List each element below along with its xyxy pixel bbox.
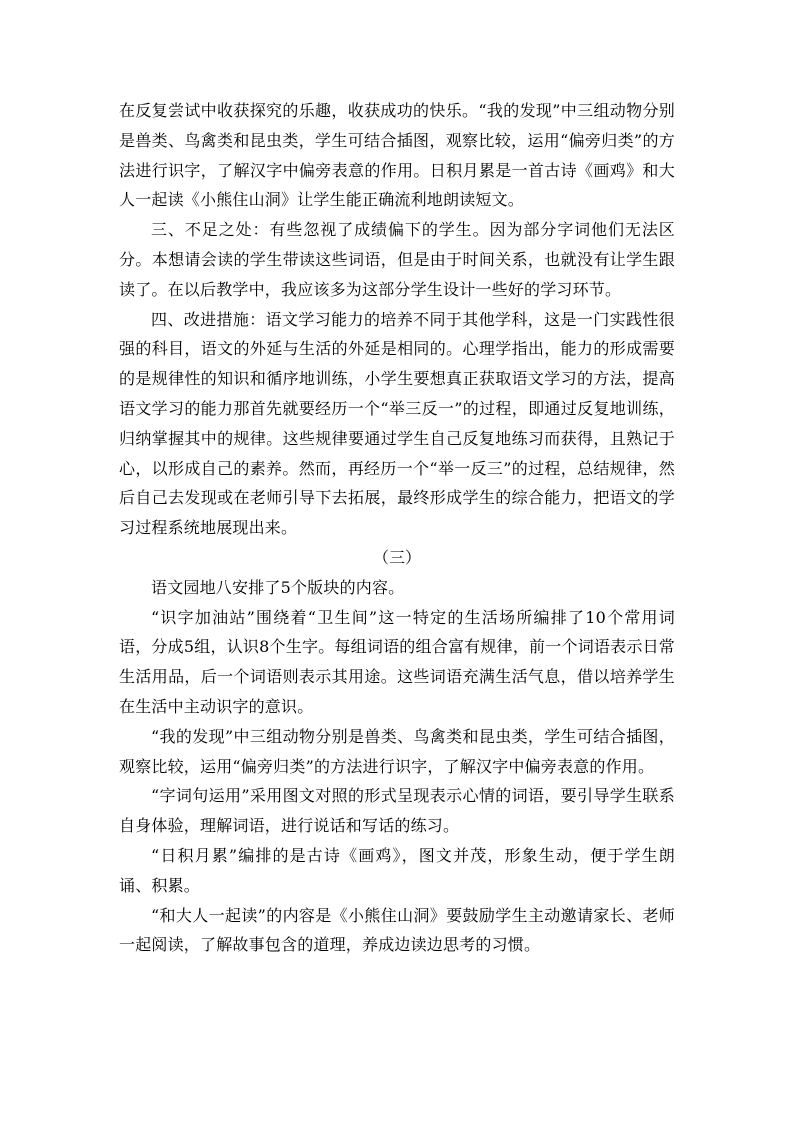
paragraph-improvements: 四、改进措施：语文学习能力的培养不同于其他学科，这是一门实践性很强的科目，语文的外延与生活的外延是相同的。心理学指出，能力的形成需要的是规律性的知识和循序地训练，小学生要想真正获取语文学习的方法，提高语文学习的能力那首先就要经历一个“举三反一”的过程，即通过反复地训练，归纳掌握其中的规律。这些规律要通过学生自己反复地练习而获得，且熟记于心，以形成自己的素养。然而，再经历一个“举一反三”的过程，总结规律，然后自己去发现或在老师引导下去拓展，最终形成学生的综合能力，把语文的学习过程系统地展现出来。	[119, 309, 675, 538]
paragraph-literacy-station: “识字加油站”围绕着“卫生间”这一特定的生活场所编排了10个常用词语，分成5组，认识8个生字。每组词语的组合富有规律，前一个词语表示日常生活用品，后一个词语则表示其用途。这些词语充满生活气息，借以培养学生在生活中主动识字的意识。	[119, 607, 675, 716]
paragraph-my-discovery: “我的发现”中三组动物分别是兽类、鸟禽类和昆虫类，学生可结合插图，观察比较，运用“偏旁归类”的方法进行识字，了解汉字中偏旁表意的作用。	[119, 726, 675, 776]
document-page	[119, 96, 675, 960]
section-heading: （三）	[372, 547, 421, 567]
paragraph-read-with-adults: “和大人一起读”的内容是《小熊住山洞》要鼓励学生主动邀请家长、老师一起阅读，了解故事包含的道理，养成边读边思考的习惯。	[119, 905, 675, 955]
paragraph-shortcomings: 三、不足之处：有些忽视了成绩偏下的学生。因为部分字词他们无法区分。本想请会读的学生带读这些词语，但是由于时间关系，也就没有让学生跟读了。在以后教学中，我应该多为这部分学生设计一些好的学习环节。	[119, 220, 675, 299]
paragraph-daily-accumulation: “日积月累”编排的是古诗《画鸡》，图文并茂，形象生动，便于学生朗诵、积累。	[119, 845, 675, 895]
paragraph-word-usage: “字词句运用”采用图文对照的形式呈现表示心情的词语，要引导学生联系自身体验，理解词语，进行说话和写话的练习。	[119, 786, 675, 836]
paragraph-intro: 在反复尝试中收获探究的乐趣，收获成功的快乐。“我的发现”中三组动物分别是兽类、鸟禽类和昆虫类，学生可结合插图，观察比较，运用“偏旁归类”的方法进行识字，了解汉字中偏旁表意的作用。日积月累是一首古诗《画鸡》和大人一起读《小熊住山洞》让学生能正确流利地朗读短文。	[119, 101, 675, 210]
paragraph-overview: 语文园地八安排了5个版块的内容。	[151, 577, 405, 597]
